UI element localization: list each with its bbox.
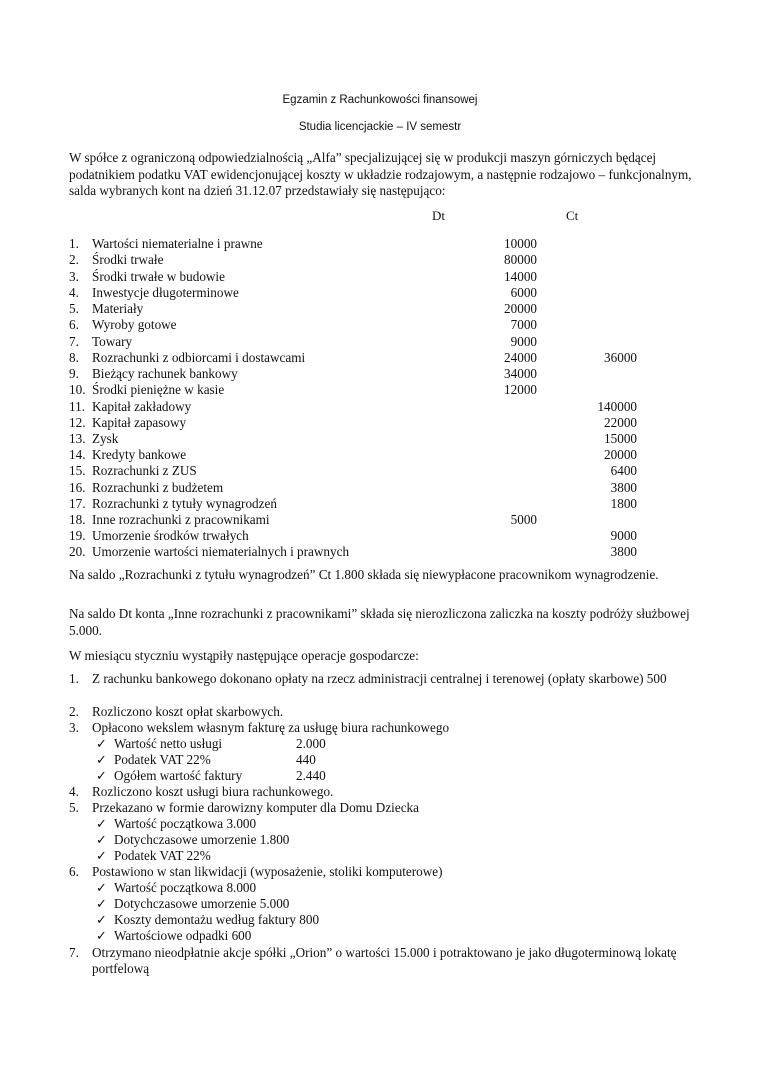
detail-label: Wartość netto usługi	[114, 736, 223, 751]
op6-detail	[96, 896, 596, 912]
account-row	[69, 496, 637, 512]
operation-number: 1.	[69, 671, 79, 686]
account-ct: 20000	[604, 447, 637, 462]
account-name: Umorzenie wartości niematerialnych i prawnych	[92, 544, 350, 559]
checkmark-icon: ✓	[96, 912, 108, 927]
account-row	[69, 399, 637, 415]
account-number: 5.	[69, 301, 79, 316]
checkmark-icon: ✓	[96, 752, 108, 767]
operation-text: Rozliczono koszt opłat skarbowych.	[92, 704, 284, 719]
account-dt: 80000	[504, 252, 537, 267]
account-row	[69, 317, 629, 333]
detail-label: Wartość początkowa 8.000	[114, 880, 257, 895]
checkmark-icon: ✓	[96, 848, 108, 863]
operation-number: 2.	[69, 704, 79, 719]
op6-detail	[96, 880, 596, 896]
operation-number: 3.	[69, 720, 79, 735]
operation-number: 5.	[69, 800, 79, 815]
checkmark-icon: ✓	[96, 896, 108, 911]
op6-detail	[96, 928, 596, 944]
operation-text: Opłacono wekslem własnym fakturę za usługę biura rachunkowego	[92, 720, 450, 735]
detail-value: 2.000	[296, 736, 326, 751]
detail-label: Dotychczasowe umorzenie 1.800	[114, 832, 290, 847]
account-row	[69, 382, 629, 398]
account-dt: 10000	[504, 236, 537, 251]
account-row	[69, 252, 629, 268]
checkmark-icon: ✓	[96, 832, 108, 847]
account-name: Kapitał zakładowy	[92, 399, 192, 414]
account-name: Środki pieniężne w kasie	[92, 382, 225, 397]
account-row	[69, 512, 629, 528]
column-header-ct: Ct	[566, 208, 579, 223]
account-name: Kapitał zapasowy	[92, 415, 187, 430]
account-row	[69, 269, 629, 285]
account-row	[69, 463, 637, 479]
account-ct: 36000	[604, 350, 637, 365]
op3-detail	[96, 736, 596, 752]
account-row	[69, 447, 637, 463]
operation-text: Rozliczono koszt usługi biura rachunkowego.	[92, 784, 334, 799]
operation-number: 7.	[69, 945, 79, 960]
account-name: Wartości niematerialne i prawne	[92, 236, 263, 251]
op5-detail	[96, 848, 596, 864]
account-ct: 140000	[597, 399, 637, 414]
account-ct: 3800	[610, 480, 637, 495]
op3-detail	[96, 752, 596, 768]
account-number: 7.	[69, 334, 79, 349]
account-number: 10.	[69, 382, 86, 397]
account-name: Rozrachunki z odbiorcami i dostawcami	[92, 350, 306, 365]
detail-label: Wartościowe odpadki 600	[114, 928, 252, 943]
account-number: 15.	[69, 463, 86, 478]
checkmark-icon: ✓	[96, 880, 108, 895]
note-wynagrodzenia: Na saldo „Rozrachunki z tytułu wynagrodzeń” Ct 1.800 składa się niewypłacone pracownikom wynagrodzenie.	[69, 567, 659, 582]
account-number: 3.	[69, 269, 79, 284]
detail-label: Ogółem wartość faktury	[114, 768, 243, 783]
account-row	[69, 544, 637, 560]
account-ct: 3800	[610, 544, 637, 559]
checkmark-icon: ✓	[96, 816, 108, 831]
operation-text: Postawiono w stan likwidacji (wyposażenie, stoliki komputerowe)	[92, 864, 443, 879]
account-name: Rozrachunki z tytuły wynagrodzeń	[92, 496, 277, 511]
account-number: 18.	[69, 512, 86, 527]
account-dt: 20000	[504, 301, 537, 316]
account-row	[69, 350, 637, 366]
account-number: 2.	[69, 252, 79, 267]
op3-detail	[96, 768, 596, 784]
account-name: Inne rozrachunki z pracownikami	[92, 512, 270, 527]
account-ct: 1800	[610, 496, 637, 511]
checkmark-icon: ✓	[96, 736, 108, 751]
account-name: Kredyty bankowe	[92, 447, 187, 462]
intro-paragraph: W spółce z ograniczoną odpowiedzialnością „Alfa” specjalizującej się w produkcji maszyn górniczych będącej podatnikiem podatku VAT ewidencjonującej koszty w układzie rodzajowym, a następnie rodzajowo – funkcjonalnym, salda wybranych kont na dzień 31.12.07 przedstawiały się następująco:	[69, 150, 692, 198]
account-ct: 9000	[610, 528, 637, 543]
account-dt: 24000	[504, 350, 537, 365]
detail-value: 2.440	[296, 768, 326, 783]
account-row	[69, 415, 637, 431]
account-name: Środki trwałe	[92, 252, 164, 267]
detail-label: Podatek VAT 22%	[114, 752, 211, 767]
op5-detail	[96, 816, 596, 832]
account-ct: 15000	[604, 431, 637, 446]
account-number: 6.	[69, 317, 79, 332]
account-number: 19.	[69, 528, 86, 543]
account-number: 11.	[69, 399, 85, 414]
operation-number: 4.	[69, 784, 79, 799]
note-zaliczka: Na saldo Dt konta „Inne rozrachunki z pracownikami” składa się nierozliczona zaliczka na koszty podróży służbowej 5.000.	[69, 606, 690, 638]
account-number: 8.	[69, 350, 79, 365]
account-row	[69, 285, 629, 301]
account-name: Materiały	[92, 301, 144, 316]
checkmark-icon: ✓	[96, 928, 108, 943]
op6-detail	[96, 912, 596, 928]
account-row	[69, 236, 629, 252]
account-dt: 5000	[510, 512, 537, 527]
account-name: Towary	[92, 334, 133, 349]
account-number: 12.	[69, 415, 86, 430]
operation-text: Przekazano w formie darowizny komputer dla Domu Dziecka	[92, 800, 420, 815]
account-name: Inwestycje długoterminowe	[92, 285, 239, 300]
detail-label: Wartość początkowa 3.000	[114, 816, 257, 831]
account-number: 20.	[69, 544, 86, 559]
account-dt: 7000	[510, 317, 537, 332]
account-ct: 22000	[604, 415, 637, 430]
column-header-dt: Dt	[432, 208, 445, 223]
account-dt: 14000	[504, 269, 537, 284]
operation-number: 6.	[69, 864, 79, 879]
detail-label: Podatek VAT 22%	[114, 848, 211, 863]
account-name: Umorzenie środków trwałych	[92, 528, 249, 543]
account-dt: 34000	[504, 366, 537, 381]
account-dt: 12000	[504, 382, 537, 397]
account-number: 4.	[69, 285, 79, 300]
account-number: 13.	[69, 431, 86, 446]
account-number: 16.	[69, 480, 86, 495]
account-name: Zysk	[92, 431, 119, 446]
account-row	[69, 431, 637, 447]
account-name: Wyroby gotowe	[92, 317, 177, 332]
checkmark-icon: ✓	[96, 768, 108, 783]
operations-intro: W miesiącu styczniu wystąpiły następujące operacje gospodarcze:	[69, 648, 419, 663]
op5-detail	[96, 832, 596, 848]
account-name: Rozrachunki z budżetem	[92, 480, 224, 495]
detail-label: Dotychczasowe umorzenie 5.000	[114, 896, 290, 911]
account-dt: 9000	[510, 334, 537, 349]
account-row	[69, 334, 629, 350]
account-row	[69, 366, 629, 382]
account-ct: 6400	[610, 463, 637, 478]
account-number: 17.	[69, 496, 86, 511]
page-title: Egzamin z Rachunkowości finansowej	[282, 94, 478, 106]
account-name: Rozrachunki z ZUS	[92, 463, 197, 478]
account-name: Środki trwałe w budowie	[92, 269, 225, 284]
account-row	[69, 301, 629, 317]
account-number: 1.	[69, 236, 79, 251]
page-subtitle: Studia licencjackie – IV semestr	[298, 121, 462, 133]
account-row	[69, 480, 637, 496]
account-row	[69, 528, 637, 544]
account-name: Bieżący rachunek bankowy	[92, 366, 238, 381]
operation-text: Otrzymano nieodpłatnie akcje spółki „Orion” o wartości 15.000 i potraktowano je jako długoterminową lokatę portfelową	[92, 945, 677, 976]
account-dt: 6000	[510, 285, 537, 300]
detail-label: Koszty demontażu według faktury 800	[114, 912, 320, 927]
account-number: 14.	[69, 447, 86, 462]
account-number: 9.	[69, 366, 79, 381]
detail-value: 440	[296, 752, 316, 767]
operation-text: Z rachunku bankowego dokonano opłaty na rzecz administracji centralnej i terenowej (opłaty skarbowe) 500	[92, 671, 667, 686]
